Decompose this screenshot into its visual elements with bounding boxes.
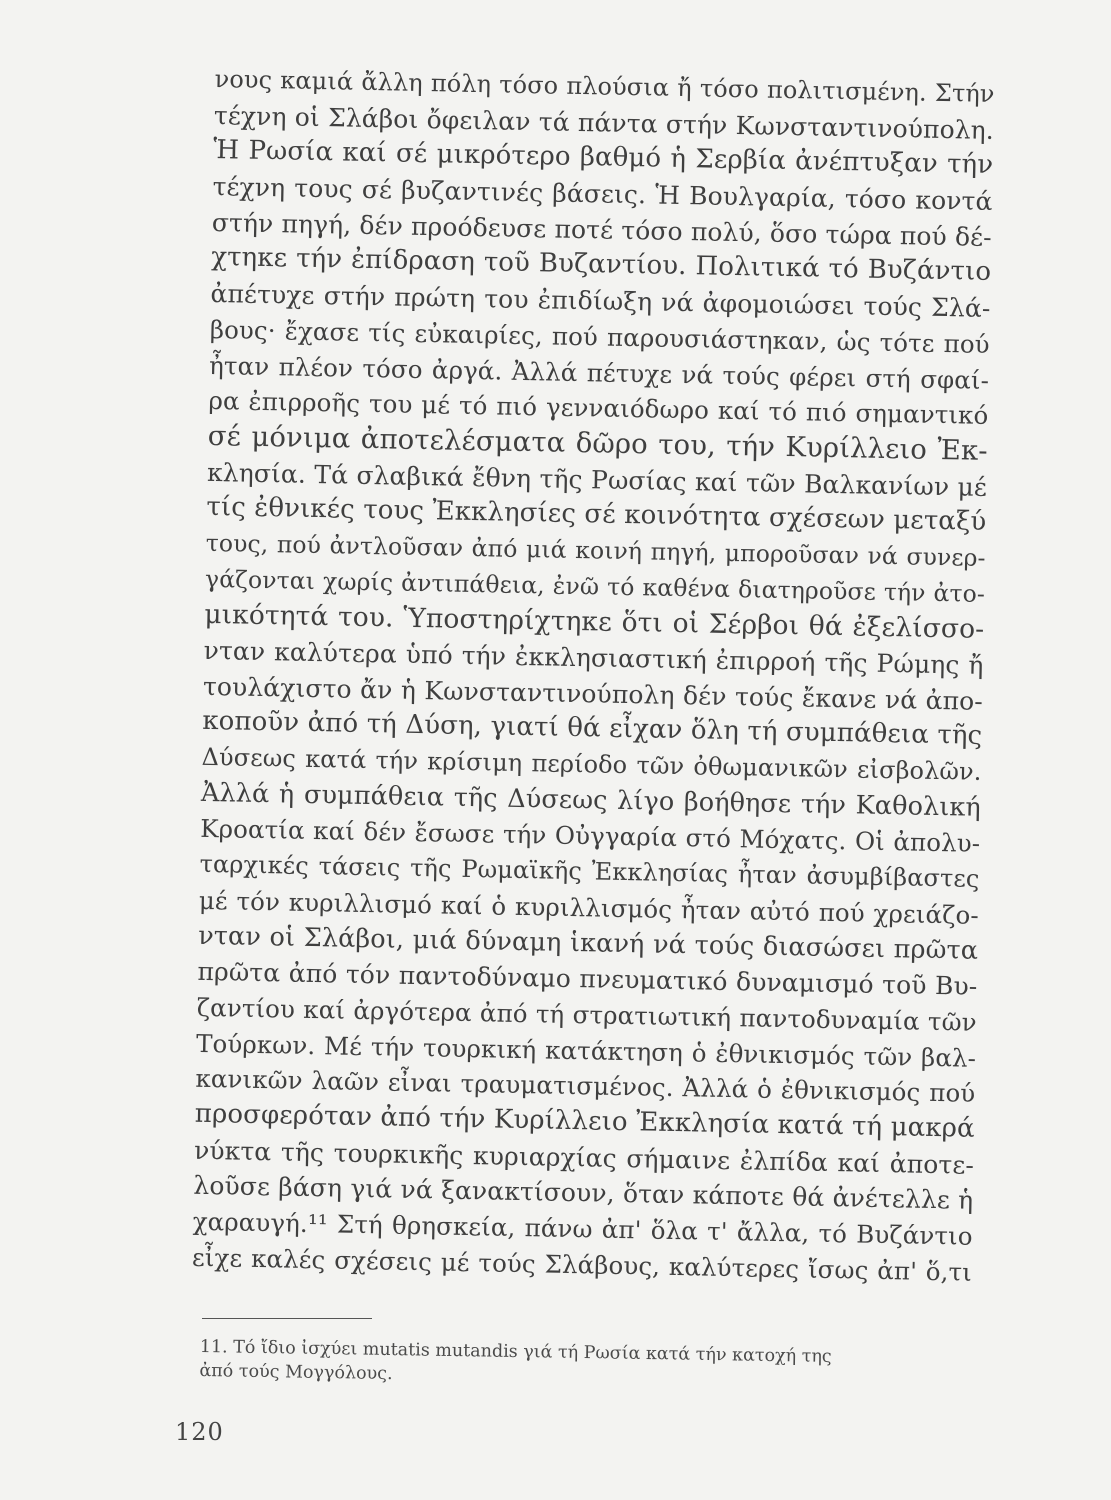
footnote-line: 11. Τό ἴδιο ἰσχύει mutatis mutandis γιά τή Ρωσία κατά τήν κατοχή της — [199, 1336, 832, 1367]
footnote — [199, 1335, 975, 1395]
text-line: Τούρκων. Μέ τήν τουρκική κατάκτηση ὁ ἐθνικισμός τῶν βαλ- — [195, 1028, 977, 1073]
text-line: προσφερόταν ἀπό τήν Κυρίλλειο Ἐκκλησία κατά τή μακρά — [194, 1098, 975, 1144]
text-line: ἦταν πλέον τόσο ἀργά. Ἀλλά πέτυχε νά τούς φέρει στή σφαί- — [208, 350, 990, 395]
text-line: εἶχε καλές σχέσεις μέ τούς Σλάβους, καλύτερες ἴσως ἀπ' ὅ,τι — [191, 1242, 973, 1287]
body-text — [192, 62, 995, 1290]
bleed-through-text — [1089, 48, 1103, 66]
text-line: Δύσεως κατά τήν κρίσιμη περίοδο τῶν ὀθωμανικῶν εἰσβολῶν. — [201, 742, 982, 786]
text-line: νταν οἱ Σλάβοι, μιά δύναμη ἱκανή νά τούς διασώσει πρῶτα — [197, 920, 979, 966]
text-line: ἀπέτυχε στήν πρώτη του ἐπιδίωξη νά ἀφομοιώσει τούς Σλά- — [210, 279, 991, 324]
text-line: ταρχικές τάσεις τῆς Ρωμαϊκῆς Ἐκκλησίας ἦταν ἀσυμβίβαστες — [199, 849, 980, 893]
text-line: μικότητά του. Ὑποστηρίχτηκε ὅτι οἱ Σέρβοι θά ἐξελίσσο- — [204, 599, 985, 646]
text-line: στήν πηγή, δέν προόδευσε ποτέ τόσο πολύ, ὅσο τώρα πού δέ- — [211, 207, 993, 252]
text-line: τίς ἐθνικές τους Ἐκκλησίες σέ κοινότητα σχέσεων μεταξύ — [206, 492, 987, 538]
text-line: τέχνη οἱ Σλάβοι ὄφειλαν τά πάντα στήν Κωνσταντινούπολη. — [213, 100, 995, 145]
page-number: 120 — [175, 1418, 224, 1446]
footnote-line: ἀπό τούς Μογγόλους. — [199, 1360, 393, 1385]
footnote-separator — [202, 1318, 372, 1319]
text-line: ρα ἐπιρροῆς του μέ τό πιό γενναιόδωρο καί τό πιό σημαντικό — [208, 386, 989, 431]
text-line: βους· ἔχασε τίς εὐκαιρίες, πού παρουσιάστηκαν, ὡς τότε πού — [209, 314, 991, 359]
text-line: ζαντίου καί ἀργότερα ἀπό τή στρατιωτική παντοδυναμία τῶν — [196, 992, 977, 1037]
text-line: Ἡ Ρωσία καί σέ μικρότερο βαθμό ἡ Σερβία ἀνέπτυξαν τήν — [213, 135, 994, 181]
text-line: κανικῶν λαῶν εἶναι τραυματισμένος. Ἀλλά ὁ ἐθνικισμός πού — [195, 1064, 976, 1109]
text-line: Ἀλλά ἡ συμπάθεια τῆς Δύσεως λίγο βοήθησε τήν Καθολική — [200, 777, 982, 823]
text-line: πρῶτα ἀπό τόν παντοδύναμο πνευματικό δυναμισμό τοῦ Βυ- — [197, 957, 978, 1001]
text-line: νύκτα τῆς τουρκικῆς κυριαρχίας σήμαινε ἐλπίδα καί ἀποτε- — [193, 1135, 975, 1180]
text-line: τουλάχιστο ἄν ἡ Κωνσταντινούπολη δέν τούς ἔκανε νά ἀπο- — [202, 671, 984, 716]
text-line: μέ τόν κυριλλισμό καί ὁ κυριλλισμός ἦταν αὐτό πού χρειάζο- — [198, 885, 980, 930]
text-line: νταν καλύτερα ὑπό τήν ἐκκλησιαστική ἐπιρροή τῆς Ρώμης ἤ — [203, 635, 984, 680]
text-line: νους καμιά ἄλλη πόλη τόσο πλούσια ἤ τόσο πολιτισμένη. Στήν — [214, 64, 995, 108]
text-line: κλησία. Τά σλαβικά ἔθνη τῆς Ρωσίας καί τῶν Βαλκανίων μέ — [206, 457, 988, 502]
text-line: Κροατία καί δέν ἔσωσε τήν Οὐγγαρία στό Μόχατς. Οἱ ἀπολυ- — [199, 814, 981, 859]
text-line: λοῦσε βάση γιά νά ξανακτίσουν, ὅταν κάποτε θά ἀνέτελλε ἡ — [193, 1171, 974, 1216]
text-line: γάζονται χωρίς ἀντιπάθεια, ἐνῶ τό καθένα διατηροῦσε τήν ἀτο- — [204, 564, 986, 608]
text-line: σέ μόνιμα ἀποτελέσματα δῶρο του, τήν Κυρίλλειο Ἐκ- — [207, 419, 988, 467]
text-line: τέχνη τους σέ βυζαντινές βάσεις. Ἡ Βουλγαρία, τόσο κοντά — [212, 172, 993, 217]
text-line: χαραυγή.¹¹ Στή θρησκεία, πάνω ἀπ' ὅλα τ' ἄλλα, τό Βυζάντιο — [192, 1206, 973, 1251]
text-line: τους, πού ἀντλοῦσαν ἀπό μιά κοινή πηγή, μποροῦσαν νά συνερ- — [205, 528, 986, 572]
text-line: χτηκε τήν ἐπίδραση τοῦ Βυζαντίου. Πολιτικά τό Βυζάντιο — [210, 242, 992, 288]
text-line: κοποῦν ἀπό τή Δύση, γιατί θά εἶχαν ὅλη τή συμπάθεια τῆς — [202, 706, 983, 752]
